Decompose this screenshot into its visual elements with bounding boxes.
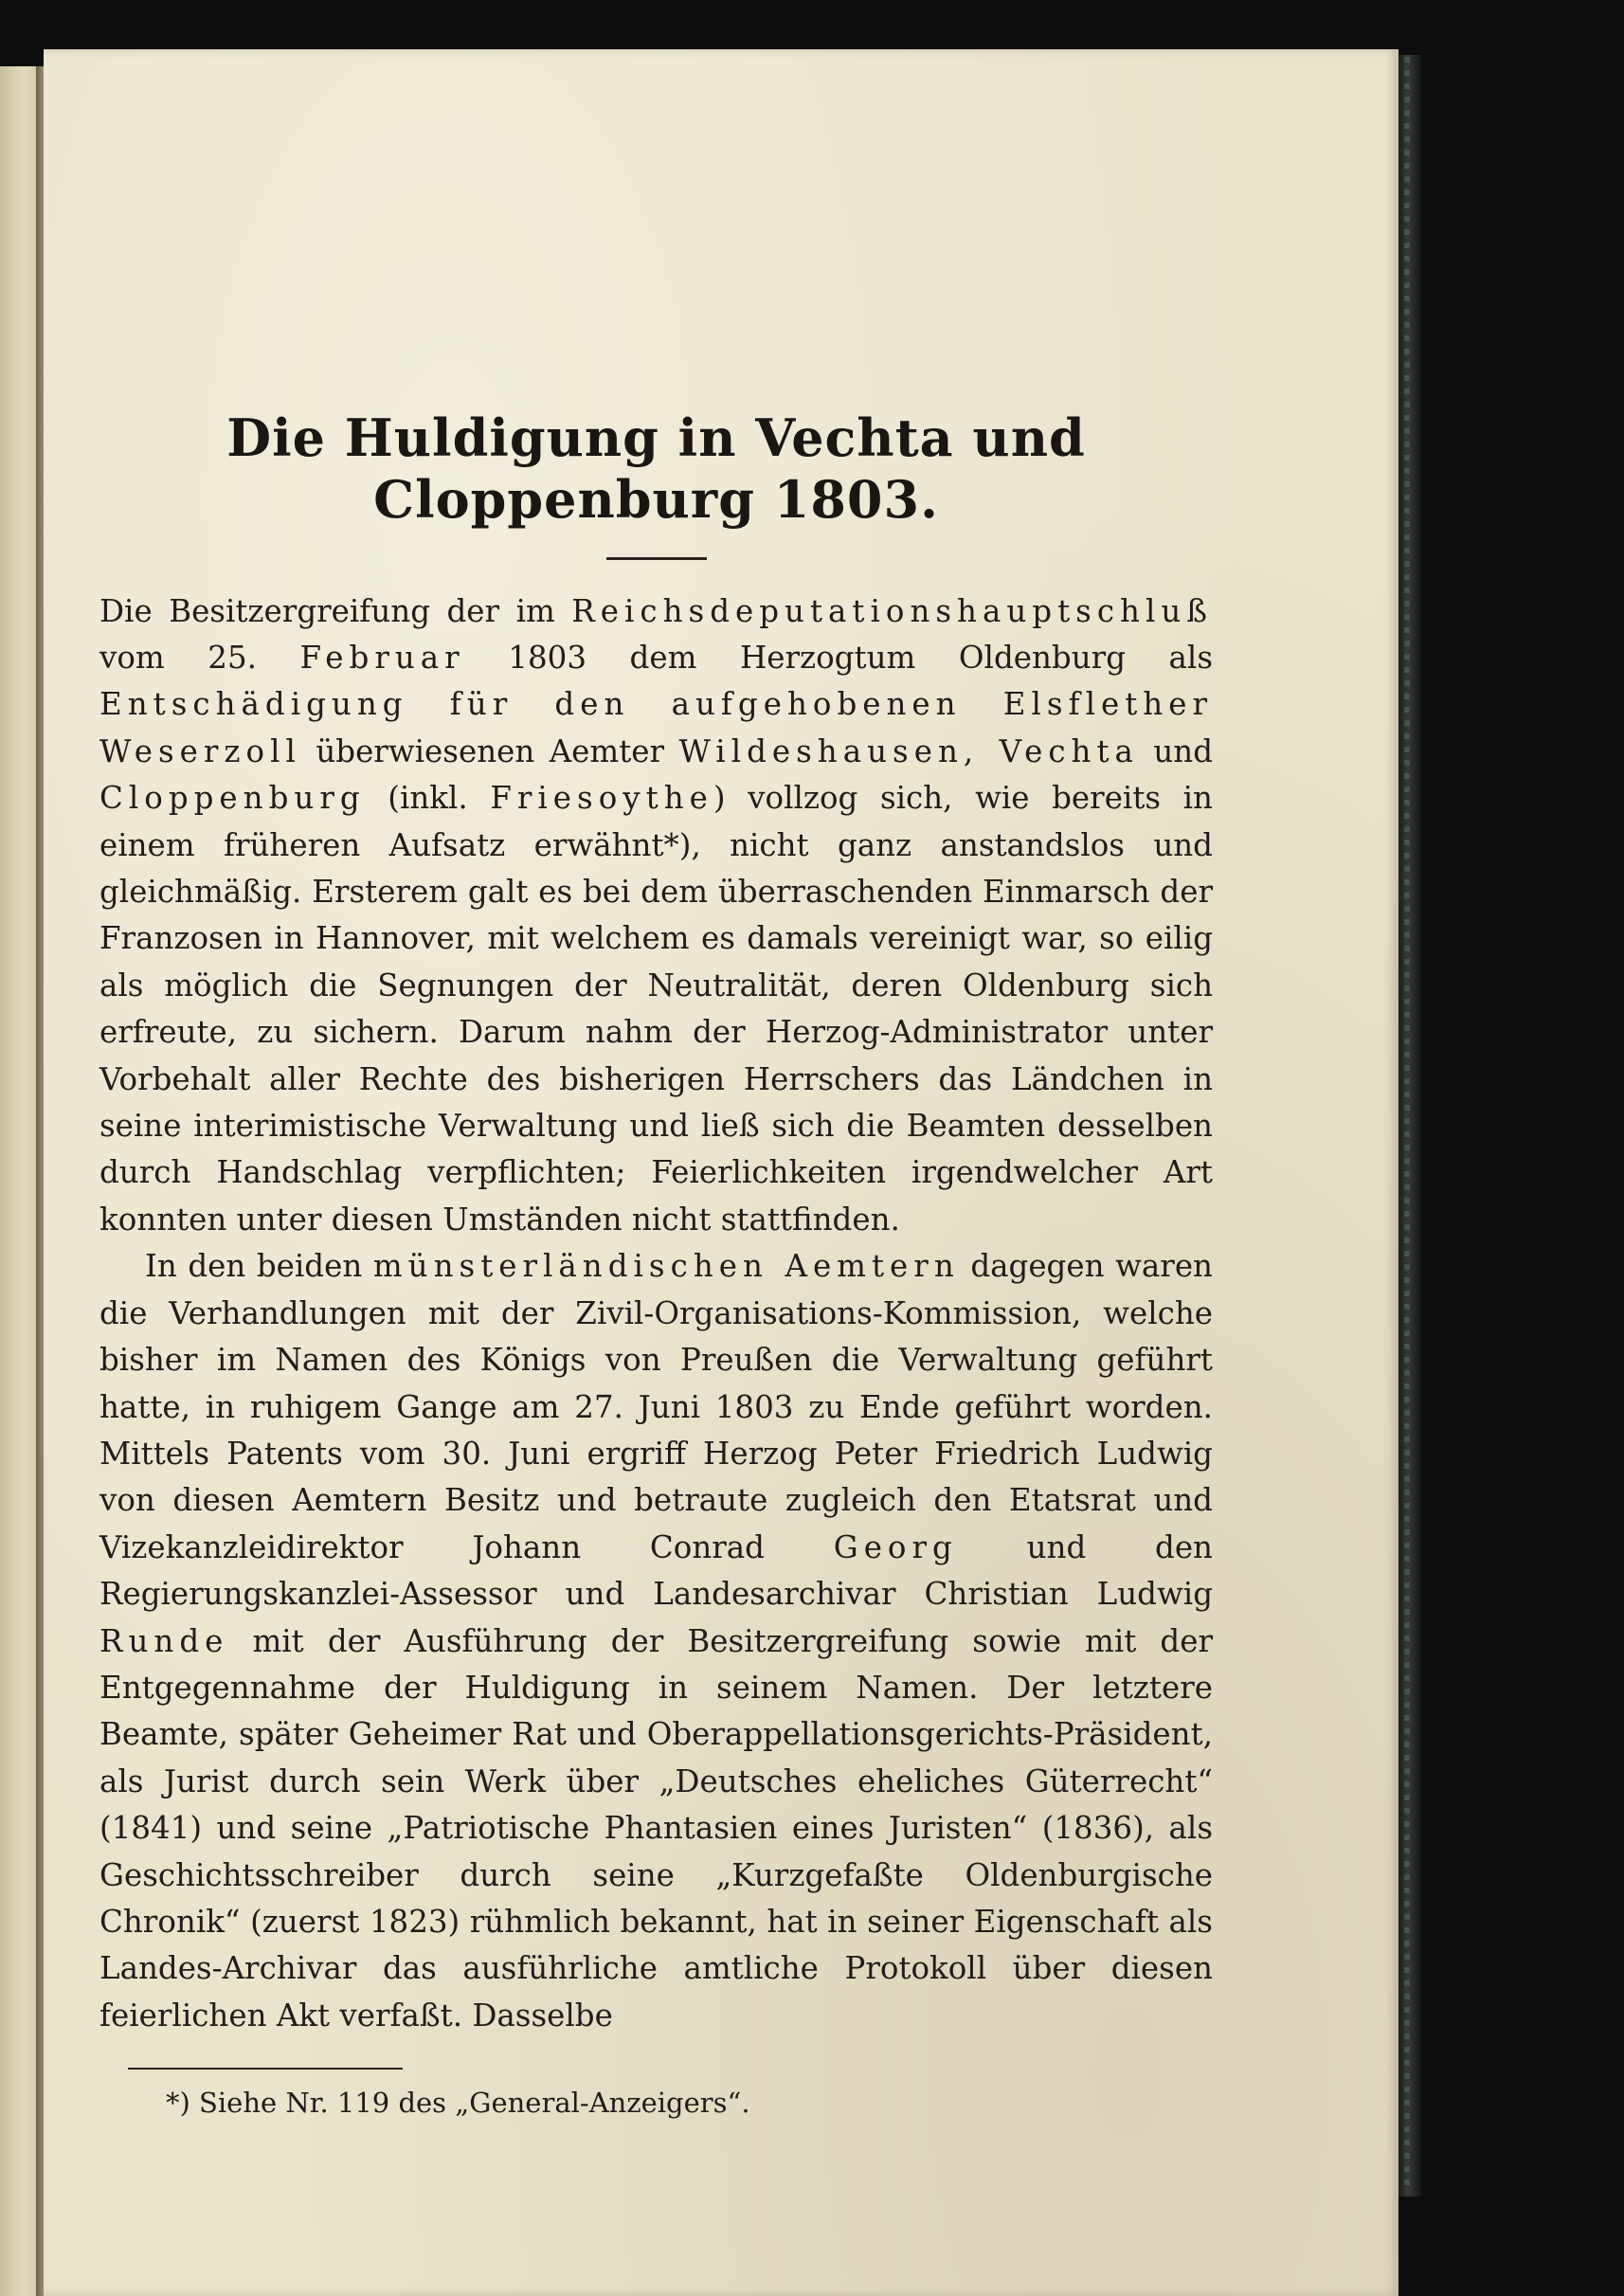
- paragraph-1: [99, 588, 1213, 1244]
- text-segment: vom 25.: [99, 640, 300, 676]
- spaced-text-segment: Cloppenburg: [99, 780, 366, 817]
- footnote: *) Siehe Nr. 119 des „General-Anzeigers“.: [166, 2087, 750, 2120]
- article-body: [99, 588, 1213, 2040]
- spaced-text-segment: münsterländischen Aemtern: [372, 1248, 960, 1285]
- text-segment: und den Regierungskanzlei-Assessor und Landesarchivar Christian Ludwig: [99, 1528, 1213, 1613]
- spaced-text-segment: Entschädigung für den aufgehobenen Elsflether Weserzoll: [99, 686, 1213, 769]
- footnote-divider: [128, 2068, 403, 2070]
- title-divider: [606, 557, 707, 560]
- text-segment: In den beiden: [145, 1248, 373, 1285]
- spaced-text-segment: Wildeshausen, Vechta: [678, 732, 1139, 769]
- spaced-text-segment: Georg: [833, 1528, 958, 1565]
- text-segment: ) vollzog sich, wie bereits in einem früheren Aufsatz erwähnt*), nicht ganz anstandslos und gleichmäßig. Ersterem galt es bei dem überraschenden Einmarsch der Franzosen in Hannover, mit welchem es damals vereinigt war, so eilig als möglich die Segnungen der Neutralität, deren Oldenburg sich erfreute, zu sichern. Darum nahm der Herzog-Administrator unter Vorbehalt aller Rechte des bisherigen Herrschers das Ländchen in seine interimistische Verwaltung und ließ sich die Beamten desselben durch Handschlag verpflichten; Feierlichkeiten irgendwelcher Art konnten unter diesen Umständen nicht stattfinden.: [99, 780, 1213, 1238]
- spaced-text-segment: Friesoythe: [490, 780, 713, 817]
- book-block-edge: [1398, 55, 1421, 2197]
- text-segment: überwiesenen Aemter: [300, 732, 679, 769]
- paragraph-2: [99, 1243, 1213, 2039]
- spaced-text-segment: Runde: [99, 1622, 229, 1659]
- page-content: [99, 407, 1213, 2119]
- text-segment: mit der Ausführung der Besitzergreifung sowie mit der Entgegennahme der Huldigung in seinem Namen. Der letztere Beamte, später Geheimer Rat und Oberappellationsgerichts-Präsident, als Jurist durch sein Werk über „Deutsches eheliches Güterrecht“ (1841) und seine „Patriotische Phantasien eines Juristen“ (1836), als Geschichtsschreiber durch seine „Kurzgefaßte Oldenburgische Chronik“ (zuerst 1823) rühmlich bekannt, hat in seiner Eigenschaft als Landes-Archivar das ausführliche amtliche Protokoll über diesen feierlichen Akt verfaßt. Dasselbe: [99, 1622, 1213, 2034]
- text-segment: Die Besitzergreifung der im: [99, 592, 572, 629]
- spaced-text-segment: Februar: [299, 640, 465, 676]
- spaced-text-segment: Reichsdeputationshauptschluß: [571, 592, 1213, 629]
- book-block-edge-stripe: [1404, 57, 1410, 2189]
- previous-page-edge: [0, 66, 40, 2296]
- text-segment: (inkl.: [365, 780, 491, 817]
- text-segment: dagegen waren die Verhandlungen mit der Zivil-Organisations-Kommission, welche bisher im Namen des Königs von Preußen die Verwaltung geführt hatte, in ruhigem Gange am 27. Juni 1803 zu Ende geführt worden. Mittels Patents vom 30. Juni ergriff Herzog Peter Friedrich Ludwig von diesen Aemtern Besitz und betraute zugleich den Etatsrat und Vizekanzleidirektor Johann Conrad: [99, 1248, 1213, 1565]
- text-segment: 1803 dem Herzogtum Oldenburg als: [464, 640, 1213, 676]
- article-title: Die Huldigung in Vechta und Cloppenburg 1803.: [226, 407, 1086, 530]
- text-segment: und: [1138, 732, 1213, 769]
